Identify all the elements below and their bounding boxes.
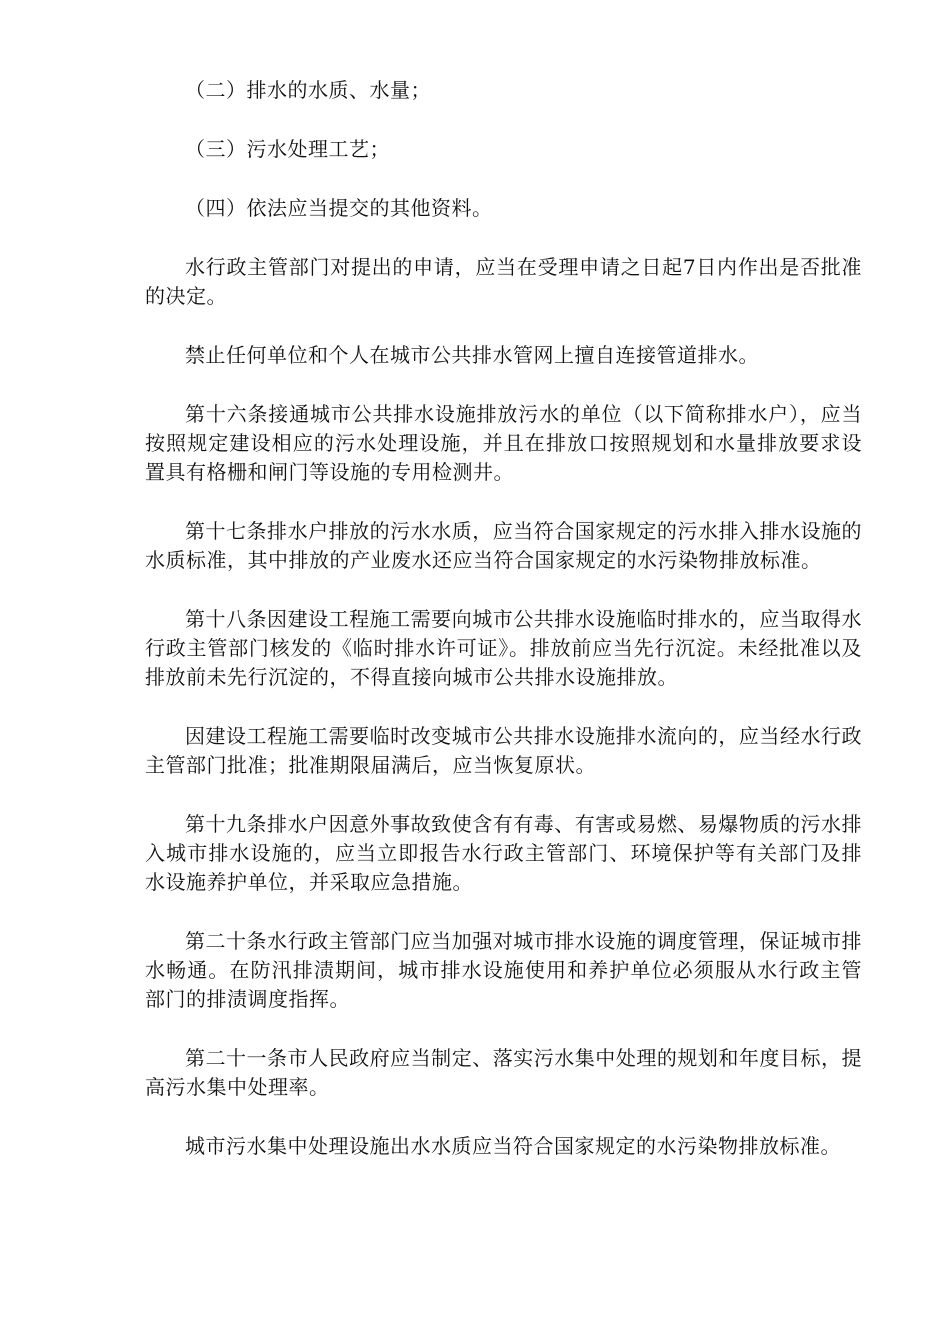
paragraph-temporary-diversion: 因建设工程施工需要临时改变城市公共排水设施排水流向的，应当经水行政主管部门批准；批准期限届满后，应当恢复原状。 [145,724,862,777]
paragraph-article-19: 第十九条排水户因意外事故致使含有有毒、有害或易燃、易爆物质的污水排入城市排水设施的，应当立即报告水行政主管部门、环境保护等有关部门及排水设施养护单位，并采取应急措施。 [145,812,862,894]
paragraph-prohibition: 禁止任何单位和个人在城市公共排水管网上擅自连接管道排水。 [185,343,759,367]
paragraph-item-3-treatment-process: （三）污水处理工艺； [185,137,390,161]
paragraph-article-20: 第二十条水行政主管部门应当加强对城市排水设施的调度管理，保证城市排水畅通。在防汛排渍期间，城市排水设施使用和养护单位必须服从水行政主管部门的排渍调度指挥。 [145,929,862,1011]
paragraph-approval-deadline: 水行政主管部门对提出的申请，应当在受理申请之日起7日内作出是否批准的决定。 [145,255,862,308]
paragraph-article-16: 第十六条接通城市公共排水设施排放污水的单位（以下简称排水户），应当按照规定建设相应的污水处理设施，并且在排放口按照规划和水量排放要求设置具有格栅和闸门等设施的专用检测井。 [145,402,862,484]
paragraph-item-2-water-quality: （二）排水的水质、水量； [185,78,431,102]
paragraph-effluent-standard: 城市污水集中处理设施出水水质应当符合国家规定的水污染物排放标准。 [185,1134,841,1158]
paragraph-item-4-other-materials: （四）依法应当提交的其他资料。 [185,196,493,220]
paragraph-article-18: 第十八条因建设工程施工需要向城市公共排水设施临时排水的，应当取得水行政主管部门核发的《临时排水许可证》。排放前应当先行沉淀。未经批准以及排放前未先行沉淀的，不得直接向城市公共排水设施排放。 [145,607,862,689]
paragraph-article-21: 第二十一条市人民政府应当制定、落实污水集中处理的规划和年度目标，提高污水集中处理率。 [145,1046,862,1099]
paragraph-article-17: 第十七条排水户排放的污水水质，应当符合国家规定的污水排入排水设施的水质标准，其中排放的产业废水还应当符合国家规定的水污染物排放标准。 [145,519,862,572]
